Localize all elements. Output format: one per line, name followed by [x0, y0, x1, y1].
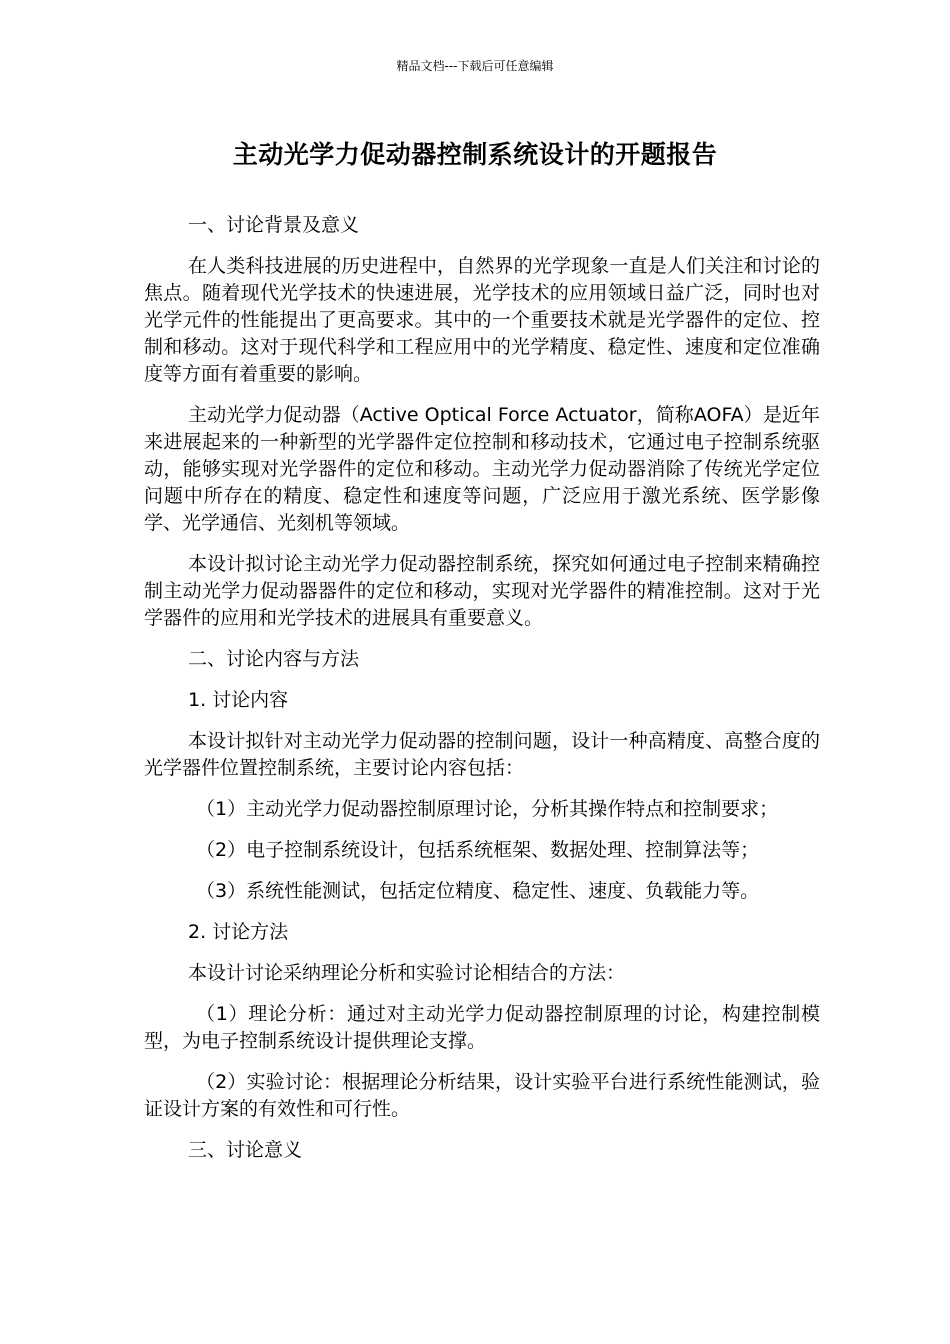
paragraph-background-2: 主动光学力促动器（Active Optical Force Actuator，简称AOFA）是近年来进展起来的一种新型的光学器件定位控制和移动技术，它通过电子控制系统驱动，能够实现对光学器件的定位和移动。主动光学力促动器消除了传统光学定位问题中所存在的精度、稳定性和速度等问题，广泛应用于激光系统、医学影像学、光学通信、光刻机等领域。	[144, 404, 820, 534]
document-title: 主动光学力促动器控制系统设计的开题报告	[232, 140, 718, 169]
content-item-2: （2）电子控制系统设计，包括系统框架、数据处理、控制算法等；	[196, 839, 760, 861]
paragraph-methods-intro: 本设计讨论采纳理论分析和实验讨论相结合的方法：	[188, 962, 626, 984]
section-heading-content-methods: 二、讨论内容与方法	[188, 648, 360, 670]
content-item-1: （1）主动光学力促动器控制原理讨论，分析其操作特点和控制要求；	[196, 798, 779, 820]
paragraph-content-intro: 本设计拟针对主动光学力促动器的控制问题，设计一种高精度、高整合度的光学器件位置控制系统，主要讨论内容包括：	[144, 730, 820, 779]
paragraph-background-3: 本设计拟讨论主动光学力促动器控制系统，探究如何通过电子控制来精确控制主动光学力促动器器件的定位和移动，实现对光学器件的精准控制。这对于光学器件的应用和光学技术的进展具有重要意义。	[144, 553, 820, 629]
header-note: 精品文档---下载后可任意编辑	[396, 59, 554, 73]
section-heading-background: 一、讨论背景及意义	[188, 214, 360, 236]
subheading-methods: 2. 讨论方法	[188, 921, 289, 943]
method-item-2: （2）实验讨论：根据理论分析结果，设计实验平台进行系统性能测试，验证设计方案的有效性和可行性。	[144, 1071, 820, 1120]
content-item-3: （3）系统性能测试，包括定位精度、稳定性、速度、负载能力等。	[196, 880, 760, 902]
paragraph-background-1: 在人类科技进展的历史进程中，自然界的光学现象一直是人们关注和讨论的焦点。随着现代光学技术的快速进展，光学技术的应用领域日益广泛，同时也对光学元件的性能提出了更高要求。其中的一个重要技术就是光学器件的定位、控制和移动。这对于现代科学和工程应用中的光学精度、稳定性、速度和定位准确度等方面有着重要的影响。	[144, 255, 820, 385]
subheading-content: 1. 讨论内容	[188, 689, 289, 711]
section-heading-significance: 三、讨论意义	[188, 1139, 303, 1161]
document-body	[144, 212, 820, 1178]
method-item-1: （1）理论分析：通过对主动光学力促动器控制原理的讨论，构建控制模型，为电子控制系统设计提供理论支撑。	[144, 1003, 820, 1052]
